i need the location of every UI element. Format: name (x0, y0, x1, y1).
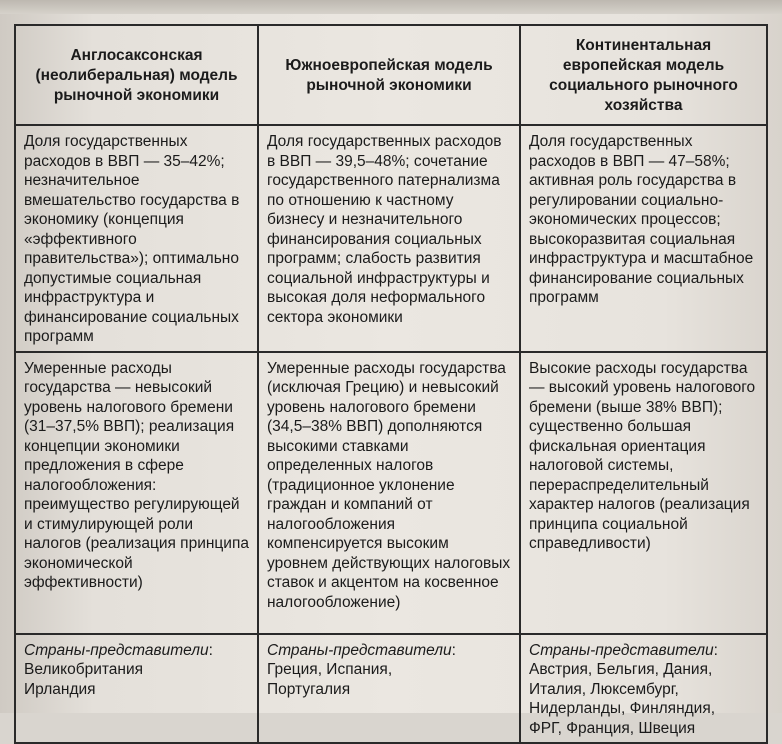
countries-label: Страны-представители (529, 641, 714, 659)
economic-models-table (14, 24, 768, 744)
countries-cell-anglo-saxon: Страны-представители: Великобритания Ирландия (15, 634, 258, 744)
countries-cell-continental: Страны-представители: Австрия, Бельгия, Дания, Италия, Люксембург, Нидерланды, Финляндия, ФРГ, Франция, Швеция (520, 634, 767, 744)
table-cell: Доля государственных расходов в ВВП — 35–42%; незначительное вмешательство государства в экономику (концепция «эффективного правительства»); оптимально допустимые социальная инфраструктура и финансирование социальных программ (15, 125, 258, 352)
header-continental-model: Континентальная европейская модель социального рыночного хозяйства (520, 25, 767, 125)
header-anglo-saxon-model: Англосаксонская (неолиберальная) модель рыночной экономики (15, 25, 258, 125)
table-cell: Доля государственных расходов в ВВП — 47–58%; активная роль государства в регулировании социально-экономических процессов; высокоразвитая социальная инфраструктура и масштабное финансирование социальных программ (520, 125, 767, 352)
countries-list: Австрия, Бельгия, Дания, Италия, Люксембург, Нидерланды, Финляндия, ФРГ, Франция, Швеция (529, 661, 716, 737)
table-row-taxation (15, 352, 767, 634)
table-cell: Умеренные расходы государства (исключая Грецию) и невысокий уровень налогового бремени (34,5–38% ВВП) дополняются высокими ставками определенных налогов (традиционное уклонение граждан и компаний от налогообложения компенсируется высоким уровнем действующих налоговых ставок и акцентом на косвенное налогообложение) (258, 352, 520, 634)
countries-list: Греция, Испания, Португалия (267, 661, 393, 698)
table-row-expenditures (15, 125, 767, 352)
page-top-edge (0, 0, 782, 14)
countries-list: Великобритания Ирландия (24, 661, 144, 698)
countries-cell-south-european: Страны-представители: Греция, Испания, Португалия (258, 634, 520, 744)
countries-label: Страны-представители (24, 641, 209, 659)
header-south-european-model: Южноевропейская модель рыночной экономики (258, 25, 520, 125)
table-header-row (15, 25, 767, 125)
table-cell: Высокие расходы государства — высокий уровень налогового бремени (выше 38% ВВП); существенно большая фискальная ориентация налоговой системы, перераспределительный характер налогов (реализация принципа социальной справедливости) (520, 352, 767, 634)
table-row-countries (15, 634, 767, 744)
countries-label: Страны-представители (267, 641, 452, 659)
table-cell: Доля государственных расходов в ВВП — 39,5–48%; сочетание государственного патернализма по отношению к частному бизнесу и незначительного финансирования социальных программ; слабость развития социальной инфраструктуры и высокая доля неформального сектора экономики (258, 125, 520, 352)
table-cell: Умеренные расходы государства — невысокий уровень налогового бремени (31–37,5% ВВП); реализация концепции экономики предложения в сфере налогообложения: преимущество регулирующей и стимулирующей роли налогов (реализация принципа экономической эффективности) (15, 352, 258, 634)
